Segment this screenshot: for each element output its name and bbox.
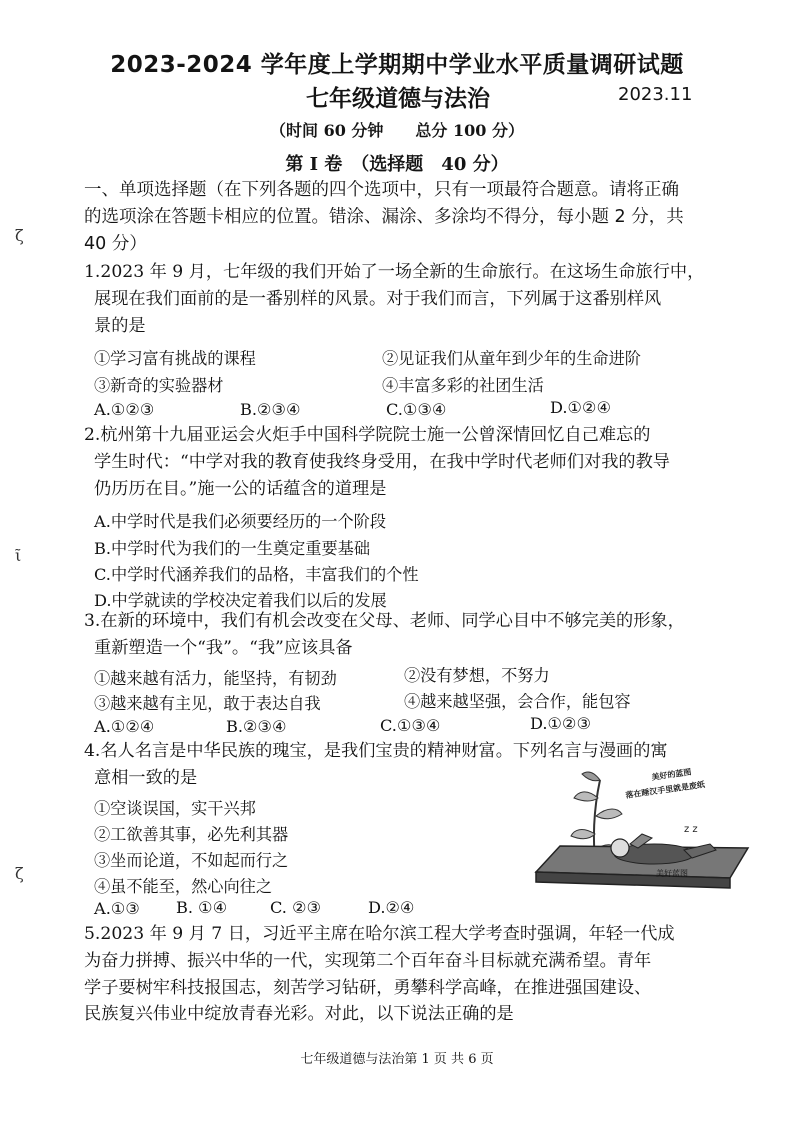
time-info: （时间 60 分钟 总分 100 分） — [270, 121, 524, 140]
option-c: C.中学时代涵养我们的品格，丰富我们的个性 — [94, 565, 419, 584]
option-b: B.②③④ — [226, 717, 287, 736]
question-item: ③坐而论道，不如起而行之 — [94, 851, 289, 870]
question-item: ②见证我们从童年到少年的生命进阶 — [382, 349, 641, 368]
exam-title: 2023-2024 学年度上学期期中学业水平质量调研试题 — [110, 52, 684, 78]
question-stem: 4.名人名言是中华民族的瑰宝，是我们宝贵的精神财富。下列名言与漫画的寓 — [84, 741, 668, 761]
option-d: D.②④ — [368, 898, 415, 917]
question-stem: 学生时代：“中学对我的教育使我终身受用，在我中学时代老师们对我的教导 — [94, 452, 670, 472]
question-stem: 学子要树牢科技报国志，刻苦学习钻研，勇攀科学高峰，在推进强国建设、 — [84, 978, 652, 998]
question-item: ④虽不能至，然心向往之 — [94, 877, 273, 896]
option-c: C.①③④ — [380, 716, 441, 735]
cartoon-caption: 落在睡汉手里就是废纸 — [625, 779, 706, 800]
question-stem: 3.在新的环境中，我们有机会改变在父母、老师、同学心目中不够完美的形象， — [84, 611, 685, 631]
instruction-line: 的选项涂在答题卡相应的位置。错涂、漏涂、多涂均不得分，每小题 2 分，共 — [84, 207, 684, 227]
exam-date: 2023.11 — [618, 84, 693, 105]
question-stem: 民族复兴伟业中绽放青春光彩。对此，以下说法正确的是 — [84, 1004, 514, 1024]
question-stem: 展现在我们面前的是一番别样的风景。对于我们而言，下列属于这番别样风 — [94, 289, 662, 309]
page-footer: 七年级道德与法治第 1 页 共 6 页 — [300, 1052, 494, 1067]
option-c: C.①③④ — [386, 400, 447, 419]
option-c: C. ②③ — [270, 898, 322, 917]
margin-mark: ζ — [15, 864, 24, 883]
instruction-line: 40 分） — [84, 234, 147, 254]
instruction-line: 一、单项选择题（在下列各题的四个选项中，只有一项最符合题意。请将正确 — [84, 180, 679, 200]
option-b: B.②③④ — [240, 400, 301, 419]
question-stem: 2.杭州第十九届亚运会火炬手中国科学院院士施一公曾深情回忆自己难忘的 — [84, 425, 651, 445]
cartoon-illustration — [534, 758, 752, 900]
option-d: D.中学就读的学校决定着我们以后的发展 — [94, 591, 387, 610]
question-stem: 仍历历在目。”施一公的话蕴含的道理是 — [94, 479, 387, 499]
cartoon-book-label: 美好蓝图 — [656, 869, 688, 878]
question-stem: 景的是 — [94, 316, 146, 336]
question-item: ③新奇的实验器材 — [94, 376, 224, 395]
question-item: ④越来越坚强，会合作，能包容 — [404, 692, 631, 711]
volume-heading: 第 I 卷 （选择题 40 分） — [285, 154, 509, 175]
option-b: B. ①④ — [176, 898, 228, 917]
question-item: ①越来越有活力，能坚持，有韧劲 — [94, 669, 337, 688]
option-b: B.中学时代为我们的一生奠定重要基础 — [94, 539, 371, 558]
question-item: ②没有梦想，不努力 — [404, 666, 550, 685]
margin-mark: ῖ — [15, 546, 22, 565]
question-item: ④丰富多彩的社团生活 — [382, 376, 544, 395]
option-d: D.①②③ — [530, 714, 592, 733]
cartoon-caption: 美好的蓝图 — [651, 767, 692, 782]
option-a: A.①③ — [94, 899, 140, 918]
question-stem: 为奋力拼搏、振兴中华的一代，实现第二个百年奋斗目标就充满希望。青年 — [84, 951, 652, 971]
question-stem: 1.2023 年 9 月，七年级的我们开始了一场全新的生命旅行。在这场生命旅行中， — [84, 262, 705, 282]
option-a: A.①②④ — [94, 717, 155, 736]
option-a: A.中学时代是我们必须要经历的一个阶段 — [94, 512, 387, 531]
option-a: A.①②③ — [94, 400, 155, 419]
exam-subject: 七年级道德与法治 — [306, 86, 490, 112]
question-stem: 意相一致的是 — [94, 768, 198, 788]
question-stem: 5.2023 年 9 月 7 日，习近平主席在哈尔滨工程大学考查时强调，年轻一代成 — [84, 924, 675, 944]
margin-mark: ζ — [15, 226, 24, 245]
question-item: ①学习富有挑战的课程 — [94, 349, 256, 368]
zzz-icon: z z — [684, 824, 698, 835]
option-d: D.①②④ — [550, 398, 612, 417]
question-item: ③越来越有主见，敢于表达自我 — [94, 694, 321, 713]
question-stem: 重新塑造一个“我”。“我”应该具备 — [94, 638, 353, 658]
question-item: ①空谈误国，实干兴邦 — [94, 799, 256, 818]
question-item: ②工欲善其事，必先利其器 — [94, 825, 289, 844]
